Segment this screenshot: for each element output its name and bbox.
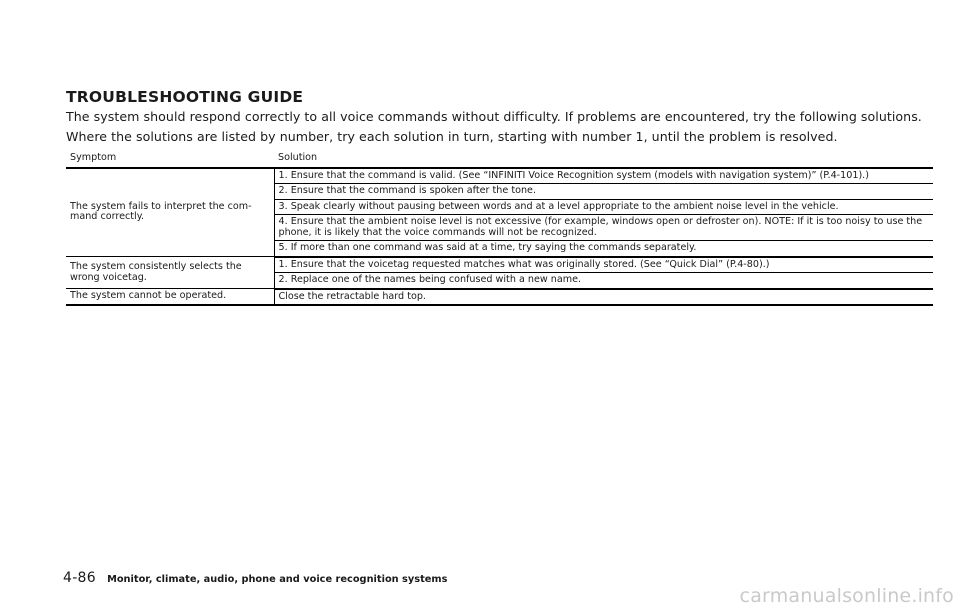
- symptom-cell: The system fails to interpret the com- mand correctly.: [66, 168, 274, 257]
- table-header-row: [66, 150, 933, 168]
- solution-cell: 1. Ensure that the voicetag requested matches what was originally stored. (See “Quick Dial” (P.4-80).): [274, 257, 933, 273]
- page-footer: [63, 567, 447, 586]
- intro-line-2: Where the solutions are listed by number, try each solution in turn, starting with number 1, until the problem is resolved.: [66, 129, 838, 144]
- section-title: Monitor, climate, audio, phone and voice recognition systems: [107, 574, 448, 585]
- page-title: TROUBLESHOOTING GUIDE: [66, 88, 304, 106]
- header-solution: Solution: [274, 150, 933, 168]
- solution-cell: 1. Ensure that the command is valid. (See “INFINITI Voice Recognition system (models with navigation system)” (P.4-101).): [274, 168, 933, 184]
- symptom-cell: The system consistently selects the wrong voicetag.: [66, 257, 274, 289]
- page-number: 4-86: [63, 570, 96, 586]
- solution-cell: 4. Ensure that the ambient noise level is not excessive (for example, windows open or defroster on). NOTE: If it is too noisy to use the phone, it is likely that the voice commands will not be recognized.: [274, 215, 933, 241]
- header-symptom: Symptom: [66, 150, 274, 168]
- table-row: [66, 168, 933, 184]
- watermark: carmanualsonline.info: [739, 585, 954, 607]
- intro-line-1: The system should respond correctly to all voice commands without difficulty. If problems are encountered, try the following solutions.: [66, 109, 922, 124]
- table-row: [66, 257, 933, 273]
- table-row: [66, 289, 933, 306]
- symptom-cell: The system cannot be operated.: [66, 289, 274, 306]
- solution-cell: 3. Speak clearly without pausing between words and at a level appropriate to the ambient noise level in the vehicle.: [274, 199, 933, 215]
- solution-cell: 2. Replace one of the names being confused with a new name.: [274, 273, 933, 289]
- solution-cell: Close the retractable hard top.: [274, 289, 933, 306]
- solution-cell: 2. Ensure that the command is spoken after the tone.: [274, 184, 933, 200]
- solution-cell: 5. If more than one command was said at a time, try saying the commands separately.: [274, 241, 933, 257]
- troubleshooting-table: [66, 150, 933, 306]
